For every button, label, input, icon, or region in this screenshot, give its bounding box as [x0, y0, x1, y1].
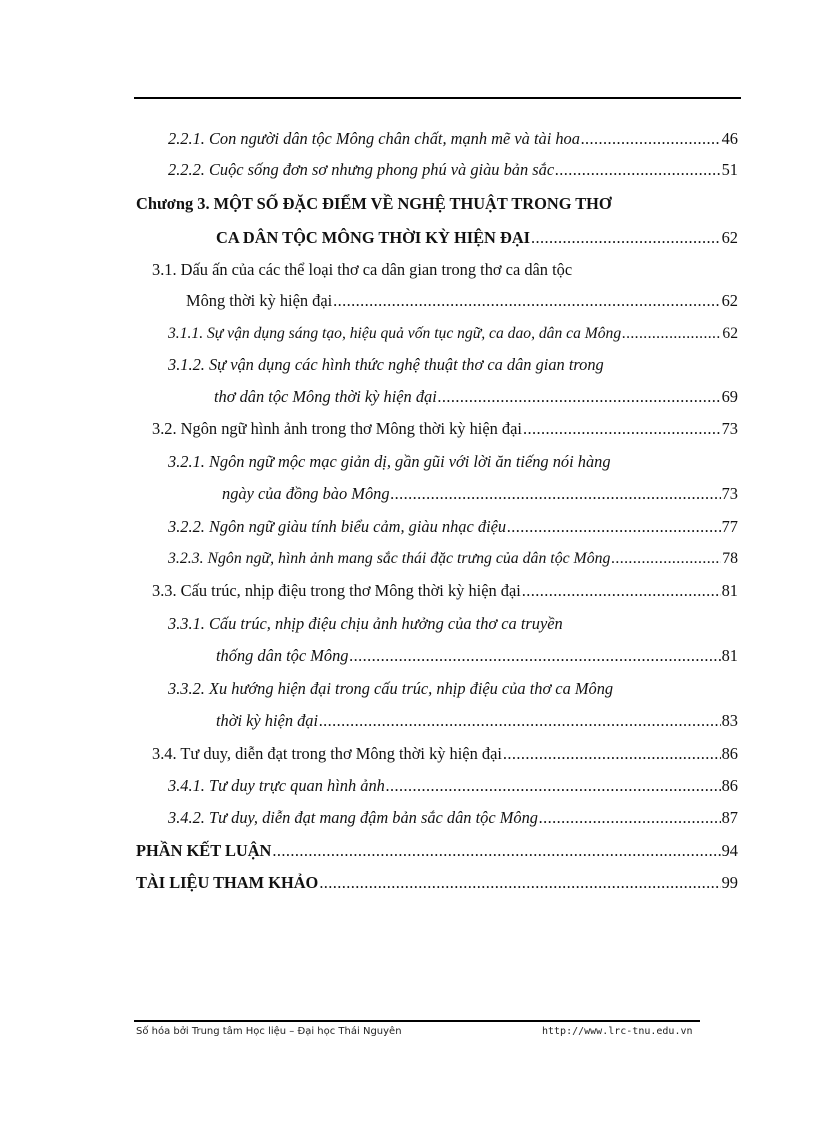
- toc-entry-title: TÀI LIỆU THAM KHẢO: [136, 873, 319, 892]
- toc-leader-dots: [386, 773, 721, 799]
- toc-entry-title: 2.2.2. Cuộc sống đơn sơ nhưng phong phú và giàu bản sắc: [168, 160, 555, 179]
- toc-leader-dots: [622, 321, 721, 347]
- toc-leader-dots: [319, 708, 721, 734]
- toc-leader-dots: [531, 225, 721, 251]
- toc-leader-dots: [333, 288, 720, 314]
- toc-leader-dots: [438, 384, 721, 410]
- footer-url: http://www.lrc-tnu.edu.vn: [542, 1026, 693, 1037]
- toc-page-number: 86: [721, 776, 738, 795]
- toc-leader-dots: [539, 805, 721, 831]
- toc-page-number: 77: [721, 517, 738, 536]
- toc-page-number: 46: [721, 129, 738, 148]
- toc-leader-dots: [611, 546, 721, 572]
- toc-entry-title: ngày của đồng bào Mông: [222, 484, 390, 503]
- toc-leader-dots: [319, 870, 720, 896]
- toc-entry-3-4-1: [168, 773, 738, 799]
- toc-entry-title: PHẦN KẾT LUẬN: [136, 841, 272, 860]
- toc-entry-2-2-1: [168, 126, 738, 152]
- toc-page-number: 81: [721, 581, 738, 600]
- toc-page-number: 62: [721, 291, 738, 310]
- toc-leader-dots: [391, 481, 721, 507]
- toc-entry-3-2-1: [222, 481, 738, 507]
- toc-page-number: 87: [721, 808, 738, 827]
- toc-entry-3-4-2: [168, 805, 738, 831]
- toc-leader-dots: [507, 514, 721, 540]
- footer-digitization-credit: Số hóa bởi Trung tâm Học liệu – Đại học Thái Nguyên: [136, 1026, 402, 1037]
- toc-entry-title: 2.2.1. Con người dân tộc Mông chân chất, mạnh mẽ và tài hoa: [168, 129, 580, 148]
- toc-entry-3-1-2-line1: 3.1.2. Sự vận dụng các hình thức nghệ thuật thơ ca dân gian trong: [168, 355, 604, 374]
- toc-entry-3-3-1: [216, 643, 738, 669]
- toc-entry-3-2-2: [168, 514, 738, 540]
- toc-chapter-3: [216, 225, 738, 251]
- toc-leader-dots: [272, 838, 720, 864]
- toc-entry-3-1-1: [168, 321, 738, 347]
- toc-entry-title: thống dân tộc Mông: [216, 646, 349, 665]
- toc-page-number: 99: [721, 873, 738, 892]
- toc-leader-dots: [555, 157, 721, 183]
- toc-entry-title: thời kỳ hiện đại: [216, 711, 319, 730]
- toc-entry-title: CA DÂN TỘC MÔNG THỜI KỲ HIỆN ĐẠI: [216, 228, 531, 247]
- toc-entry-3-2-3: [168, 546, 738, 572]
- header-rule: [134, 97, 741, 99]
- toc-page-number: 78: [722, 550, 738, 567]
- toc-leader-dots: [522, 578, 721, 604]
- toc-page-number: 51: [721, 160, 738, 179]
- toc-page-number: 94: [721, 841, 738, 860]
- toc-entry-title: 3.1.1. Sự vận dụng sáng tạo, hiệu quả vốn tục ngữ, ca dao, dân ca Mông: [168, 325, 622, 342]
- toc-chapter-3-line1: Chương 3. MỘT SỐ ĐẶC ĐIỂM VỀ NGHỆ THUẬT TRONG THƠ: [136, 194, 612, 213]
- toc-page-number: 69: [721, 387, 738, 406]
- toc-entry-title: 3.2. Ngôn ngữ hình ảnh trong thơ Mông thời kỳ hiện đại: [152, 419, 522, 438]
- toc-section-3-2: [152, 416, 738, 442]
- toc-leader-dots: [581, 126, 721, 152]
- toc-section-3-3: [152, 578, 738, 604]
- toc-page-number: 62: [722, 325, 738, 342]
- toc-entry-title: 3.4.2. Tư duy, diễn đạt mang đậm bản sắc dân tộc Mông: [168, 808, 538, 827]
- toc-entry-title: 3.4.1. Tư duy trực quan hình ảnh: [168, 776, 385, 795]
- toc-section-3-1: [186, 288, 738, 314]
- toc-page-number: 73: [721, 484, 738, 503]
- toc-entry-title: 3.2.2. Ngôn ngữ giàu tính biểu cảm, giàu nhạc điệu: [168, 517, 507, 536]
- toc-entry-title: thơ dân tộc Mông thời kỳ hiện đại: [214, 387, 437, 406]
- toc-entry-2-2-2: [168, 157, 738, 183]
- toc-entry-3-3-1-line1: 3.3.1. Cấu trúc, nhịp điệu chịu ảnh hưởng của thơ ca truyền: [168, 614, 563, 633]
- toc-conclusion: [136, 838, 738, 864]
- toc-section-3-4: [152, 741, 738, 767]
- toc-leader-dots: [503, 741, 721, 767]
- toc-entry-3-2-1-line1: 3.2.1. Ngôn ngữ mộc mạc giản dị, gần gũi với lời ăn tiếng nói hàng: [168, 452, 611, 471]
- footer-rule: [134, 1020, 700, 1022]
- toc-entry-title: 3.2.3. Ngôn ngữ, hình ảnh mang sắc thái đặc trưng của dân tộc Mông: [168, 550, 611, 567]
- toc-page-number: 81: [721, 646, 738, 665]
- toc-entry-title: 3.4. Tư duy, diễn đạt trong thơ Mông thời kỳ hiện đại: [152, 744, 502, 763]
- toc-leader-dots: [523, 416, 721, 442]
- toc-page-number: 83: [721, 711, 738, 730]
- toc-page-number: 62: [721, 228, 738, 247]
- toc-leader-dots: [349, 643, 720, 669]
- toc-references: [136, 870, 738, 896]
- toc-entry-3-1-2: [214, 384, 738, 410]
- toc-page-number: 86: [721, 744, 738, 763]
- toc-entry-title: 3.3. Cấu trúc, nhịp điệu trong thơ Mông thời kỳ hiện đại: [152, 581, 521, 600]
- toc-entry-3-3-2: [216, 708, 738, 734]
- toc-section-3-1-line1: 3.1. Dấu ấn của các thể loại thơ ca dân gian trong thơ ca dân tộc: [152, 260, 573, 279]
- toc-page-number: 73: [721, 419, 738, 438]
- toc-entry-3-3-2-line1: 3.3.2. Xu hướng hiện đại trong cấu trúc, nhịp điệu của thơ ca Mông: [168, 679, 614, 698]
- toc-entry-title: Mông thời kỳ hiện đại: [186, 291, 333, 310]
